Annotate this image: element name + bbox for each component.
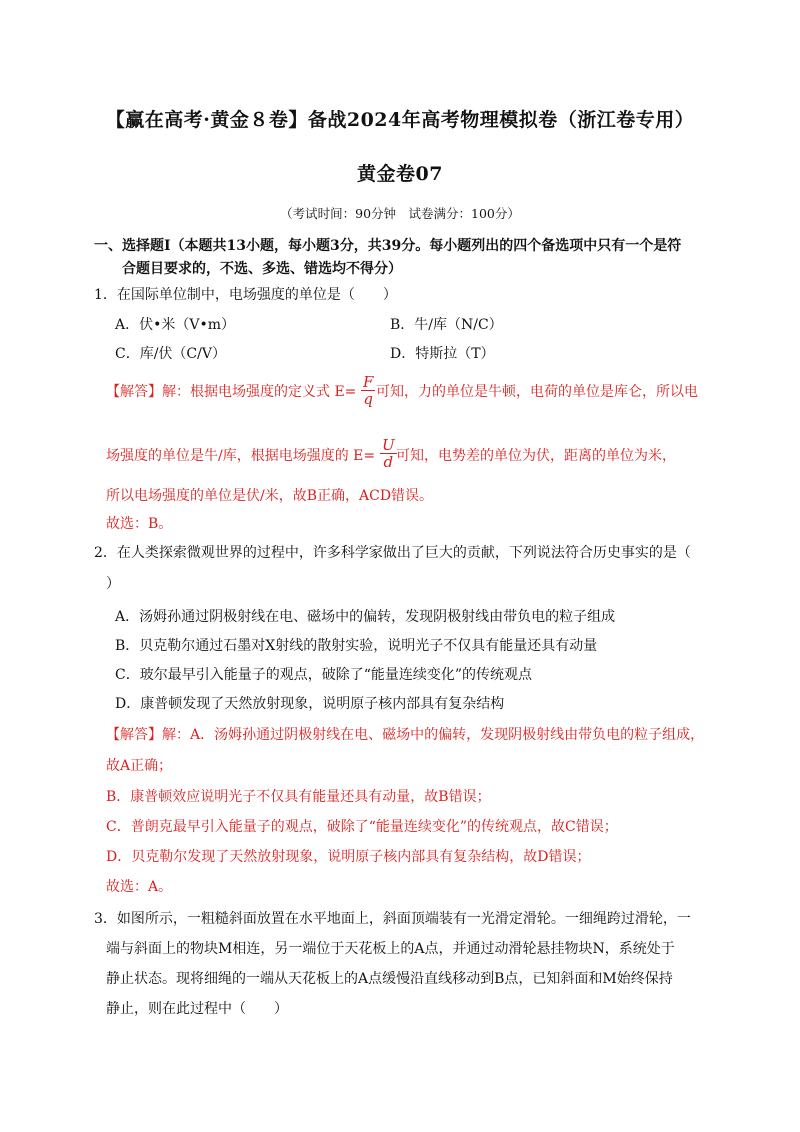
- answer-label: 【解答】: [106, 384, 162, 400]
- answer-label: 【解答】: [106, 727, 162, 743]
- answer-2-line1-text: 解：A．汤姆孙通过阴极射线在电、磁场中的偏转，发现阴极射线由带负电的粒子组成，: [162, 727, 705, 743]
- section-heading-line1: 一、选择题Ⅰ（本题共13小题，每小题3分，共39分。每小题列出的四个备选项中只有一个是符: [94, 238, 682, 254]
- answer-1-line1-pre: 解：根据电场强度的定义式 E=: [162, 384, 357, 400]
- question-1-stem: 1．在国际单位制中，电场强度的单位是（ ）: [94, 287, 397, 303]
- answer-2-conclusion: 故选：A。: [106, 879, 173, 895]
- question-1-option-d: D．特斯拉（T）: [390, 346, 495, 362]
- question-2-option-a: A．汤姆孙通过阴极射线在电、磁场中的偏转，发现阴极射线由带负电的粒子组成: [115, 609, 616, 625]
- fraction-denominator: q: [363, 390, 374, 408]
- fraction-denominator: d: [383, 453, 394, 471]
- question-3-stem-line2: 端与斜面上的物块M相连，另一端位于天花板上的A点，并通过动滑轮悬挂物块N，系统处于: [106, 941, 675, 957]
- question-2-option-d: D．康普顿发现了天然放射现象，说明原子核内部具有复杂结构: [115, 696, 505, 712]
- answer-1-line2-post: 可知，电势差的单位为伏，距离的单位为米，: [396, 448, 676, 464]
- answer-1-line1: [106, 382, 356, 402]
- question-1-option-c: C．库/伏（C/V）: [115, 346, 226, 362]
- paper-subtitle: 黄金卷07: [357, 163, 443, 185]
- fraction-f-over-q: [361, 374, 375, 407]
- question-1-option-b: B．牛/库（N/C）: [390, 317, 503, 333]
- question-3-stem-line3: 静止状态。现将细绳的一端从天花板上的A点缓慢沿直线移动到B点，已知斜面和M始终保持: [106, 971, 673, 987]
- question-1-option-a: A．伏•米（V•m）: [115, 317, 236, 333]
- answer-1-line3: 所以电场强度的单位是伏/米，故B正确，ACD错误。: [106, 488, 434, 504]
- fraction-numerator: U: [382, 436, 395, 454]
- section-heading-line2: 合题目要求的，不选、多选、错选均不得分）: [122, 261, 402, 277]
- question-2-stem-line1: 2．在人类探索微观世界的过程中，许多科学家做出了巨大的贡献，下列说法符合历史事实的是（: [94, 545, 691, 561]
- answer-2-line5: D．贝克勒尔发现了天然放射现象，说明原子核内部具有复杂结构，故D错误；: [106, 849, 591, 865]
- question-3-stem-line1: 3．如图所示，一粗糙斜面放置在水平地面上，斜面顶端装有一光滑定滑轮。一细绳跨过滑轮，一: [94, 911, 691, 927]
- question-2-stem-line2: ）: [106, 576, 120, 592]
- answer-1-conclusion: 故选：B。: [106, 516, 173, 532]
- answer-1-line2-pre: 场强度的单位是牛/库，根据电场强度的 E=: [106, 448, 376, 464]
- fraction-numerator: F: [363, 373, 374, 391]
- fraction-u-over-d: [380, 437, 397, 470]
- answer-2-line4: C．普朗克最早引入能量子的观点，破除了“能量连续变化”的传统观点，故C错误；: [106, 819, 618, 835]
- answer-2-line3: B．康普顿效应说明光子不仅具有能量还具有动量，故B错误；: [106, 789, 491, 805]
- answer-1-line1-post: 可知，力的单位是牛顿，电荷的单位是库仑，所以电: [376, 384, 698, 400]
- question-2-option-c: C．玻尔最早引入能量子的观点，破除了“能量连续变化”的传统观点: [115, 667, 533, 683]
- answer-2-line2: 故A正确；: [106, 758, 173, 774]
- document-title: 【赢在高考·黄金８卷】备战2024年高考物理模拟卷（浙江卷专用）: [105, 109, 695, 131]
- answer-2-line1: [106, 725, 704, 745]
- exam-info: （考试时间：90分钟 试卷满分：100分）: [280, 206, 520, 221]
- question-3-stem-line4: 静止，则在此过程中（ ）: [106, 1001, 288, 1017]
- question-2-option-b: B．贝克勒尔通过石墨对X射线的散射实验，说明光子不仅具有能量还具有动量: [115, 638, 598, 654]
